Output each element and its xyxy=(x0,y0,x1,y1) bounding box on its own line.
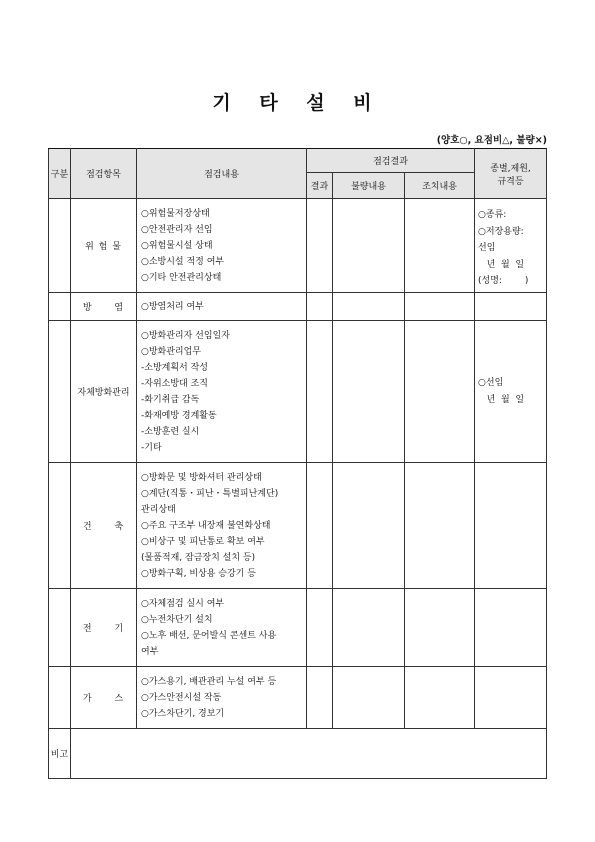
note-line: ○저장용량: xyxy=(478,226,524,237)
remarks-label: 비고 xyxy=(49,729,71,779)
check-item: 관리상태 xyxy=(141,504,176,515)
action-cell[interactable] xyxy=(405,321,475,463)
check-item: ○가스안전시설 작동 xyxy=(141,692,222,703)
check-item: ○기타 안전관리상태 xyxy=(141,272,222,283)
result-legend: (양호○, 요점비△, 불량×) xyxy=(436,135,547,146)
check-item: ○방염처리 여부 xyxy=(141,301,204,312)
check-item: ○가스차단기, 경보기 xyxy=(141,708,225,719)
action-cell[interactable] xyxy=(405,589,475,667)
table-row xyxy=(49,321,547,463)
check-items xyxy=(137,293,307,321)
type-notes[interactable] xyxy=(475,589,547,667)
defect-cell[interactable] xyxy=(333,589,405,667)
action-cell[interactable] xyxy=(405,293,475,321)
action-cell[interactable] xyxy=(405,463,475,589)
table-row xyxy=(49,293,547,321)
check-item: ○비상구 및 피난통로 확보 여부 xyxy=(141,536,265,547)
category-label: 전 기 xyxy=(71,589,137,667)
header-type xyxy=(475,149,547,199)
type-notes[interactable] xyxy=(475,293,547,321)
defect-cell[interactable] xyxy=(333,321,405,463)
header-gubun: 구분 xyxy=(49,149,71,199)
type-notes[interactable] xyxy=(475,463,547,589)
note-line: (성명: ) xyxy=(478,276,529,287)
check-item: -소방계획서 작성 xyxy=(141,362,208,373)
check-item: -소방훈련 실시 xyxy=(141,426,200,437)
remarks-field[interactable] xyxy=(71,729,547,779)
result-cell[interactable] xyxy=(307,293,333,321)
type-notes xyxy=(475,321,547,463)
defect-cell[interactable] xyxy=(333,199,405,293)
note-line: 선임 xyxy=(478,243,496,254)
header-result: 결과 xyxy=(307,173,333,199)
check-item: -화재예방 경계활동 xyxy=(141,410,217,421)
check-item: ○소방시설 적정 여부 xyxy=(141,256,225,267)
category-label: 위 험 물 xyxy=(71,199,137,293)
check-item: ○방화문 및 방화셔터 관리상태 xyxy=(141,472,262,483)
check-item: ○가스용기, 배관관리 누설 여부 등 xyxy=(141,676,277,687)
action-cell[interactable] xyxy=(405,199,475,293)
header-type-line-2: 규격등 xyxy=(497,176,524,187)
result-cell[interactable] xyxy=(307,667,333,729)
check-item: ○노후 배선, 문어발식 콘센트 사용 xyxy=(141,630,277,641)
check-item: ○방화구획, 비상용 승강기 등 xyxy=(141,568,256,579)
header-defect: 불량내용 xyxy=(333,173,405,199)
check-item: ○위험물시설 상태 xyxy=(141,240,213,251)
check-item: ○위험물저장상태 xyxy=(141,208,210,219)
type-notes xyxy=(475,199,547,293)
remarks-row xyxy=(49,729,547,779)
header-item: 점검항목 xyxy=(71,149,137,199)
note-line: 년 월 일 xyxy=(478,394,525,405)
type-notes[interactable] xyxy=(475,667,547,729)
check-item: 여부 xyxy=(141,646,159,657)
header-content: 점검내용 xyxy=(137,149,307,199)
category-label: 건 축 xyxy=(71,463,137,589)
result-cell[interactable] xyxy=(307,321,333,463)
check-item: (물품적재, 잠금장치 설치 등) xyxy=(141,552,256,563)
check-items xyxy=(137,321,307,463)
note-line: ○종류: xyxy=(478,210,507,221)
category-label: 자체방화관리 xyxy=(71,321,137,463)
check-item: ○방화관리자 선임일자 xyxy=(141,330,230,341)
defect-cell[interactable] xyxy=(333,463,405,589)
defect-cell[interactable] xyxy=(333,667,405,729)
header-type-line-1: 종별,제원, xyxy=(490,163,531,174)
check-item: ○계단(직통・피난・특별피난계단) xyxy=(141,488,279,499)
table-row xyxy=(49,667,547,729)
check-item: -기타 xyxy=(141,442,162,453)
check-item: ○누전차단기 설치 xyxy=(141,614,213,625)
category-label: 방 염 xyxy=(71,293,137,321)
note-line: ○선임 xyxy=(478,377,504,388)
table-row xyxy=(49,589,547,667)
check-items xyxy=(137,463,307,589)
table-row xyxy=(49,199,547,293)
result-cell[interactable] xyxy=(307,199,333,293)
result-cell[interactable] xyxy=(307,589,333,667)
category-label: 가 스 xyxy=(71,667,137,729)
check-item: ○안전관리자 선임 xyxy=(141,224,213,235)
result-cell[interactable] xyxy=(307,463,333,589)
header-result-group: 점검결과 xyxy=(307,149,475,173)
table-row xyxy=(49,463,547,589)
check-items xyxy=(137,589,307,667)
inspection-table xyxy=(48,148,547,779)
check-items xyxy=(137,199,307,293)
note-line: 년 월 일 xyxy=(478,259,525,270)
check-items xyxy=(137,667,307,729)
action-cell[interactable] xyxy=(405,667,475,729)
check-item: ○방화관리업무 xyxy=(141,346,202,357)
check-item: ○자체점검 실시 여부 xyxy=(141,598,225,609)
check-item: -화기취급 감독 xyxy=(141,394,200,405)
check-item: ○주요 구조부 내장재 불연화상태 xyxy=(141,520,271,531)
header-action: 조치내용 xyxy=(405,173,475,199)
defect-cell[interactable] xyxy=(333,293,405,321)
check-item: -자위소방대 조직 xyxy=(141,378,208,389)
page-title: 기 타 설 비 xyxy=(212,92,383,114)
